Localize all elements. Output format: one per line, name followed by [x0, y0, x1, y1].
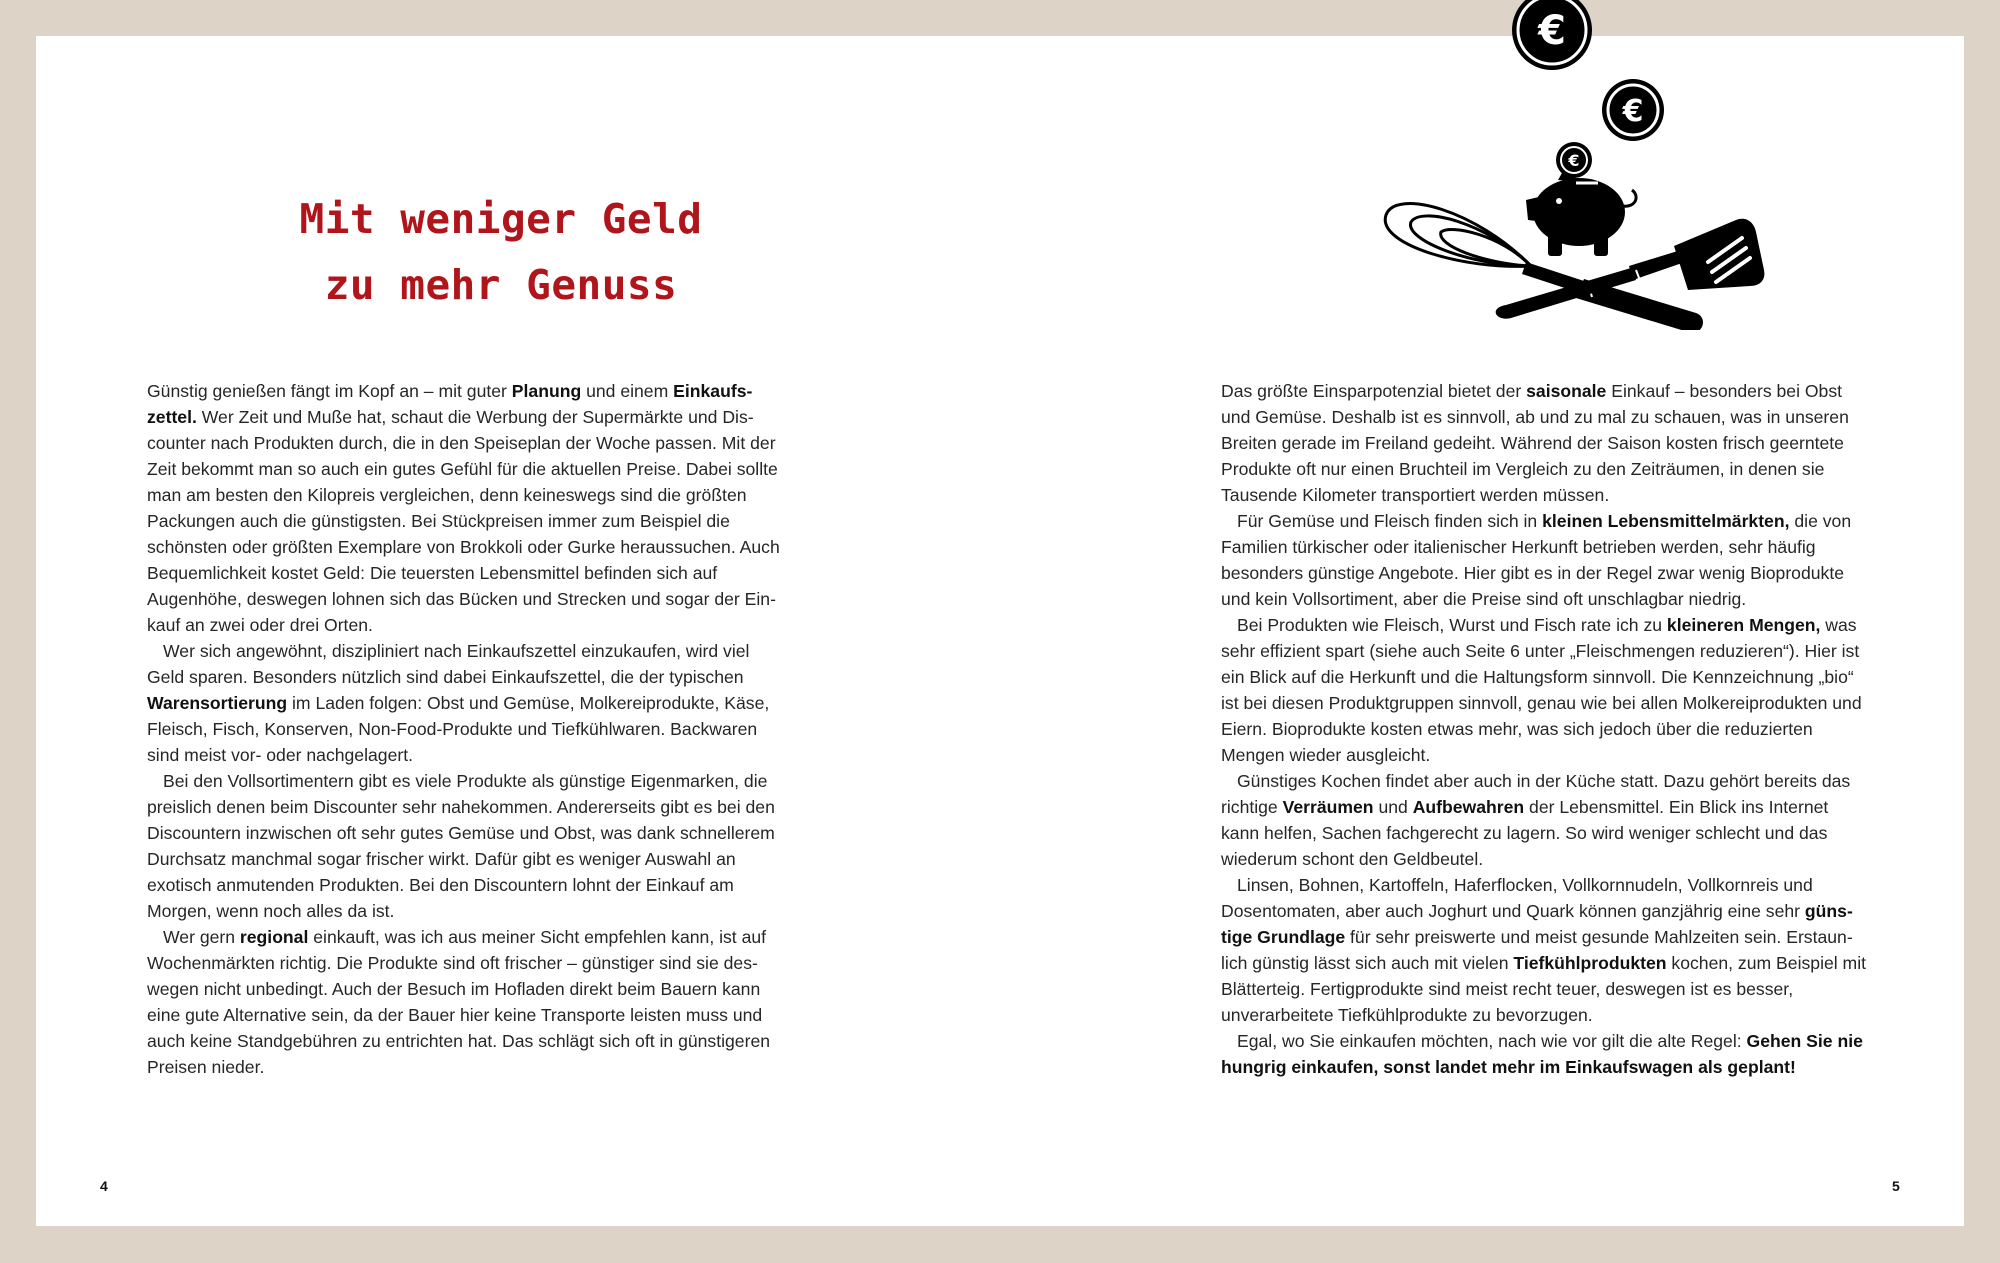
bold-text: kleineren Mengen, [1666, 615, 1821, 635]
euro-coin-icon [1556, 142, 1592, 178]
title-line-1: Mit weniger Geld [299, 195, 703, 243]
text-run: Egal, wo Sie einkaufen möchten, nach wie vor gilt die alte Regel: [1237, 1031, 1747, 1051]
text-run: im Laden folgen: Obst und Gemüse, Molkereiprodukte, Käse, Fleisch, Fisch, Konserven, Non-Food-Produkte und Tiefkühlwaren. Backwaren sind meist vor- oder nachgelagert. [147, 693, 770, 765]
text-run: Linsen, Bohnen, Kartoffeln, Haferflocken, Vollkornnudeln, Vollkornreis und Dosentomaten, aber auch Joghurt und Quark können ganzjährig eine sehr [1221, 875, 1813, 921]
text-run: die von Familien türkischer oder italienischer Herkunft betrieben werden, sehr häufig besonders günstige Angebote. Hier gibt es in der Regel zwar wenig Bioprodukte und kein Vollsortiment, aber die Preise sind oft unschlagbar niedrig. [1221, 511, 1852, 609]
text-run: Bei den Vollsortimentern gibt es viele Produkte als günstige Eigenmarken, die preislich denen beim Discounter sehr nahekommen. Andererseits gibt es bei den Discountern inzwischen oft sehr gutes Gemüse und Obst, was dank schnellerem Durchsatz manchmal sogar frischer wirkt. Dafür gibt es weniger Auswahl an exotisch anmutenden Produkten. Bei den Discountern lohnt der Einkauf am Morgen, wenn noch alles da ist. [147, 771, 775, 921]
coin-symbol: € [1538, 8, 1566, 54]
text-run: und einem [581, 381, 674, 401]
paragraph [1221, 872, 1866, 1028]
bold-text: kleinen Lebensmittelmärkten, [1542, 511, 1790, 531]
paragraph [1221, 508, 1866, 612]
paragraph [147, 924, 787, 1080]
text-run: Für Gemüse und Fleisch finden sich in [1237, 511, 1543, 531]
book-spread [36, 8, 1964, 1226]
paragraph [147, 378, 787, 638]
text-run: der Lebensmittel. Ein Blick ins Internet kann helfen, Sachen fachgerecht zu lagern. So wird weniger schlecht und das wiederum schont den Geldbeutel. [1221, 797, 1829, 869]
bold-text: Planung [511, 381, 582, 401]
bold-text: Verräumen [1282, 797, 1374, 817]
kitchen-savings-illustration [1336, 0, 1796, 330]
paragraph [1221, 768, 1866, 872]
bold-text: günstige Grundlage [1221, 901, 1853, 947]
text-run: und [1373, 797, 1413, 817]
text-run: Wer Zeit und Muße hat, schaut die Werbung der Supermärkte und Discounter nach Produkten durch, die in den Speiseplan der Woche passen. Mit der Zeit bekommt man so auch ein gutes Gefühl für die aktuellen Preise. Dabei sollte man am besten den Kilopreis vergleichen, denn keineswegs sind die größten Packungen auch die günstigsten. Bei Stückpreisen immer zum Beispiel die schönsten oder größten Exemplare von Brokkoli oder Gurke heraussuchen. Auch Bequemlichkeit kostet Geld: Die teuersten Lebensmittel befinden sich auf Augenhöhe, deswegen lohnen sich das Bücken und Strecken und sogar der Einkauf an zwei oder drei Orten. [147, 407, 780, 635]
text-run: Günstig genießen fängt im Kopf an – mit guter [147, 381, 512, 401]
piggy-bank-icon [1526, 166, 1636, 256]
text-run: Das größte Einsparpotenzial bietet der [1221, 381, 1527, 401]
bold-text: Aufbewahren [1412, 797, 1525, 817]
paragraph [147, 638, 787, 768]
coin-symbol: € [1622, 94, 1644, 129]
bold-text: saisonale [1526, 381, 1607, 401]
bold-text: Warensortierung [147, 693, 288, 713]
paragraph [1221, 1028, 1866, 1080]
left-text-column [147, 378, 787, 1080]
text-run: Einkauf – besonders bei Obst und Gemüse. Deshalb ist es sinnvoll, ab und zu mal zu schauen, was in unseren Breiten gerade im Freiland gedeiht. Während der Saison kosten frisch geerntete Produkte oft nur einen Bruchteil im Vergleich zu den Zeiträumen, in denen sie Tausende Kilometer transportiert werden müssen. [1221, 381, 1849, 505]
euro-coin-icon [1512, 0, 1592, 70]
text-run: was sehr effizient spart (siehe auch Seite 6 unter „Fleischmengen reduzieren“). Hier ist ein Blick auf die Herkunft und die Haltungsform sinnvoll. Die Kennzeichnung „bio“ ist bei diesen Produktgruppen sinnvoll, genau wie bei allen Molkereiprodukten und Eiern. Bioprodukte kosten etwas mehr, was sich jedoch über die reduzierten Mengen wieder ausgleicht. [1221, 615, 1862, 765]
right-text-column [1221, 378, 1866, 1080]
text-run: Wer sich angewöhnt, diszipliniert nach Einkaufszettel einzukaufen, wird viel Geld sparen. Besonders nützlich sind dabei Einkaufszettel, die der typischen [147, 641, 750, 687]
bold-text: Tiefkühlprodukten [1513, 953, 1667, 973]
text-run: Günstiges Kochen findet aber auch in der Küche statt. Dazu gehört bereits das richtige [1221, 771, 1851, 817]
paragraph [1221, 378, 1866, 508]
euro-coin-icon [1602, 79, 1664, 141]
bold-text: regional [239, 927, 309, 947]
page-number-right: 5 [1892, 1178, 1900, 1194]
paragraph [1221, 612, 1866, 768]
bold-text: Einkaufszettel. [147, 381, 753, 427]
text-run: Bei Produkten wie Fleisch, Wurst und Fisch rate ich zu [1237, 615, 1667, 635]
page-number-left: 4 [100, 1178, 108, 1194]
page-title [236, 186, 766, 318]
paragraph [147, 768, 787, 924]
bold-text: Gehen Sie nie hungrig einkaufen, sonst landet mehr im Einkaufswagen als geplant! [1221, 1031, 1863, 1077]
text-run: einkauft, was ich aus meiner Sicht empfehlen kann, ist auf Wochenmärkten richtig. Die Produkte sind oft frischer – günstiger sind sie deswegen nicht unbedingt. Auch der Besuch im Hofladen direkt beim Bauern kann eine gute Alternative sein, da der Bauer hier keine Transporte leisten muss und auch keine Standgebühren zu entrichten hat. Das schlägt sich oft in günstigeren Preisen nieder. [147, 927, 771, 1077]
coin-symbol: € [1568, 151, 1580, 170]
text-run: Wer gern [163, 927, 240, 947]
text-run: für sehr preiswerte und meist gesunde Mahlzeiten sein. Erstaunlich günstig lässt sich auch mit vielen [1221, 927, 1853, 973]
text-run: kochen, zum Beispiel mit Blätterteig. Fertigprodukte sind meist recht teuer, deswegen ist es besser, unverarbeitete Tiefkühlprodukte zu bevorzugen. [1221, 953, 1867, 1025]
title-line-2: zu mehr Genuss [324, 261, 678, 309]
